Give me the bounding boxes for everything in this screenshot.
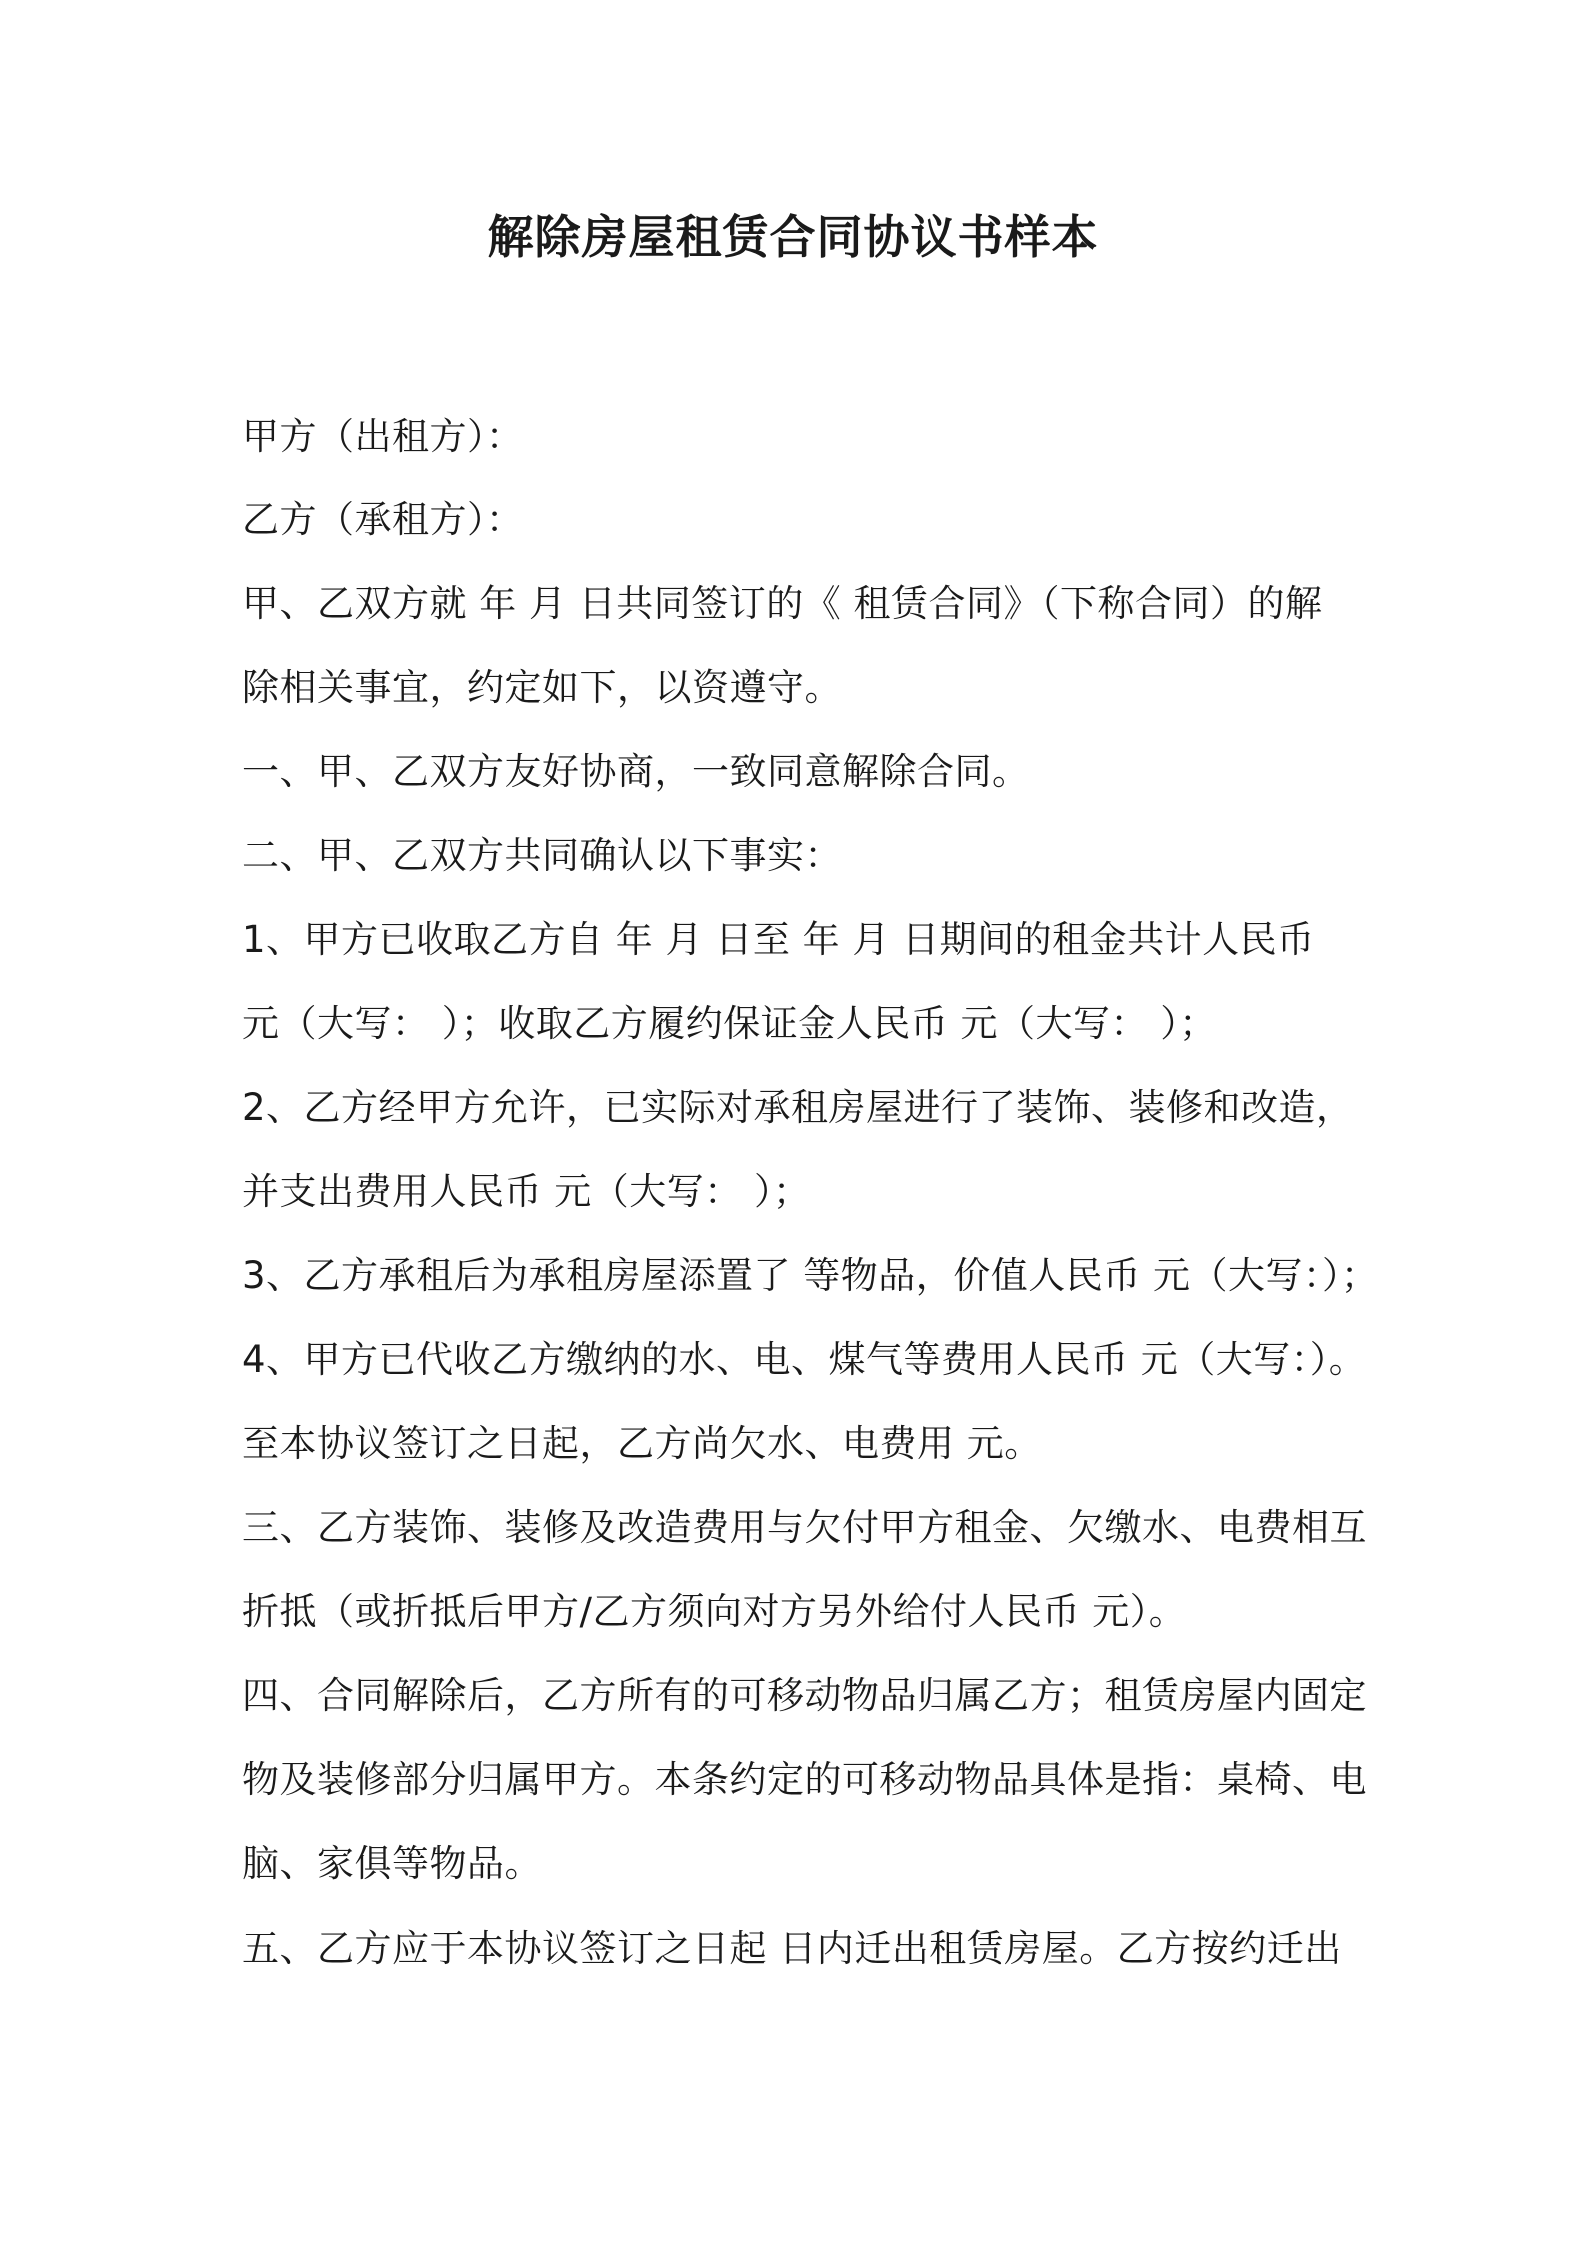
intro-line-1: 甲、乙双方就 年 月 日共同签订的《 租赁合同》（下称合同）的解 <box>242 582 1323 625</box>
clause-2-line: 二、甲、乙双方共同确认以下事实： <box>242 834 842 877</box>
clause-3-line-1: 三、乙方装饰、装修及改造费用与欠付甲方租金、欠缴水、电费相互 <box>242 1506 1367 1549</box>
item-1-line-1: 1、甲方已收取乙方自 年 月 日至 年 月 日期间的租金共计人民币 <box>242 918 1315 961</box>
intro-line-2: 除相关事宜，约定如下，以资遵守。 <box>242 666 842 709</box>
item-2-line-1: 2、乙方经甲方允许，已实际对承租房屋进行了装饰、装修和改造， <box>242 1086 1354 1129</box>
item-4-line-1: 4、甲方已代收乙方缴纳的水、电、煤气等费用人民币 元（大写：）。 <box>242 1338 1367 1381</box>
party-a-line: 甲方（出租方）： <box>242 415 524 458</box>
clause-4-line-1: 四、合同解除后，乙方所有的可移动物品归属乙方；租赁房屋内固定 <box>242 1674 1367 1717</box>
item-1-line-2: 元（大写： ）；收取乙方履约保证金人民币 元（大写： ）； <box>242 1002 1217 1045</box>
clause-1-line: 一、甲、乙双方友好协商，一致同意解除合同。 <box>242 750 1030 793</box>
document-title: 解除房屋租赁合同协议书样本 <box>487 210 1099 264</box>
clause-3-line-2: 折抵（或折抵后甲方/乙方须向对方另外给付人民币 元）。 <box>242 1590 1187 1633</box>
item-2-line-2: 并支出费用人民币 元（大写： ）； <box>242 1170 811 1213</box>
party-b-line: 乙方（承租方）： <box>242 498 524 541</box>
clause-4-line-3: 脑、家俱等物品。 <box>242 1842 542 1885</box>
clause-5-line-1: 五、乙方应于本协议签订之日起 日内迁出租赁房屋。乙方按约迁出 <box>242 1927 1342 1970</box>
clause-4-line-2: 物及装修部分归属甲方。本条约定的可移动物品具体是指：桌椅、电 <box>242 1758 1367 1801</box>
item-4-line-2: 至本协议签订之日起，乙方尚欠水、电费用 元。 <box>242 1422 1042 1465</box>
item-3-line: 3、乙方承租后为承租房屋添置了 等物品，价值人民币 元（大写：）； <box>242 1254 1379 1297</box>
